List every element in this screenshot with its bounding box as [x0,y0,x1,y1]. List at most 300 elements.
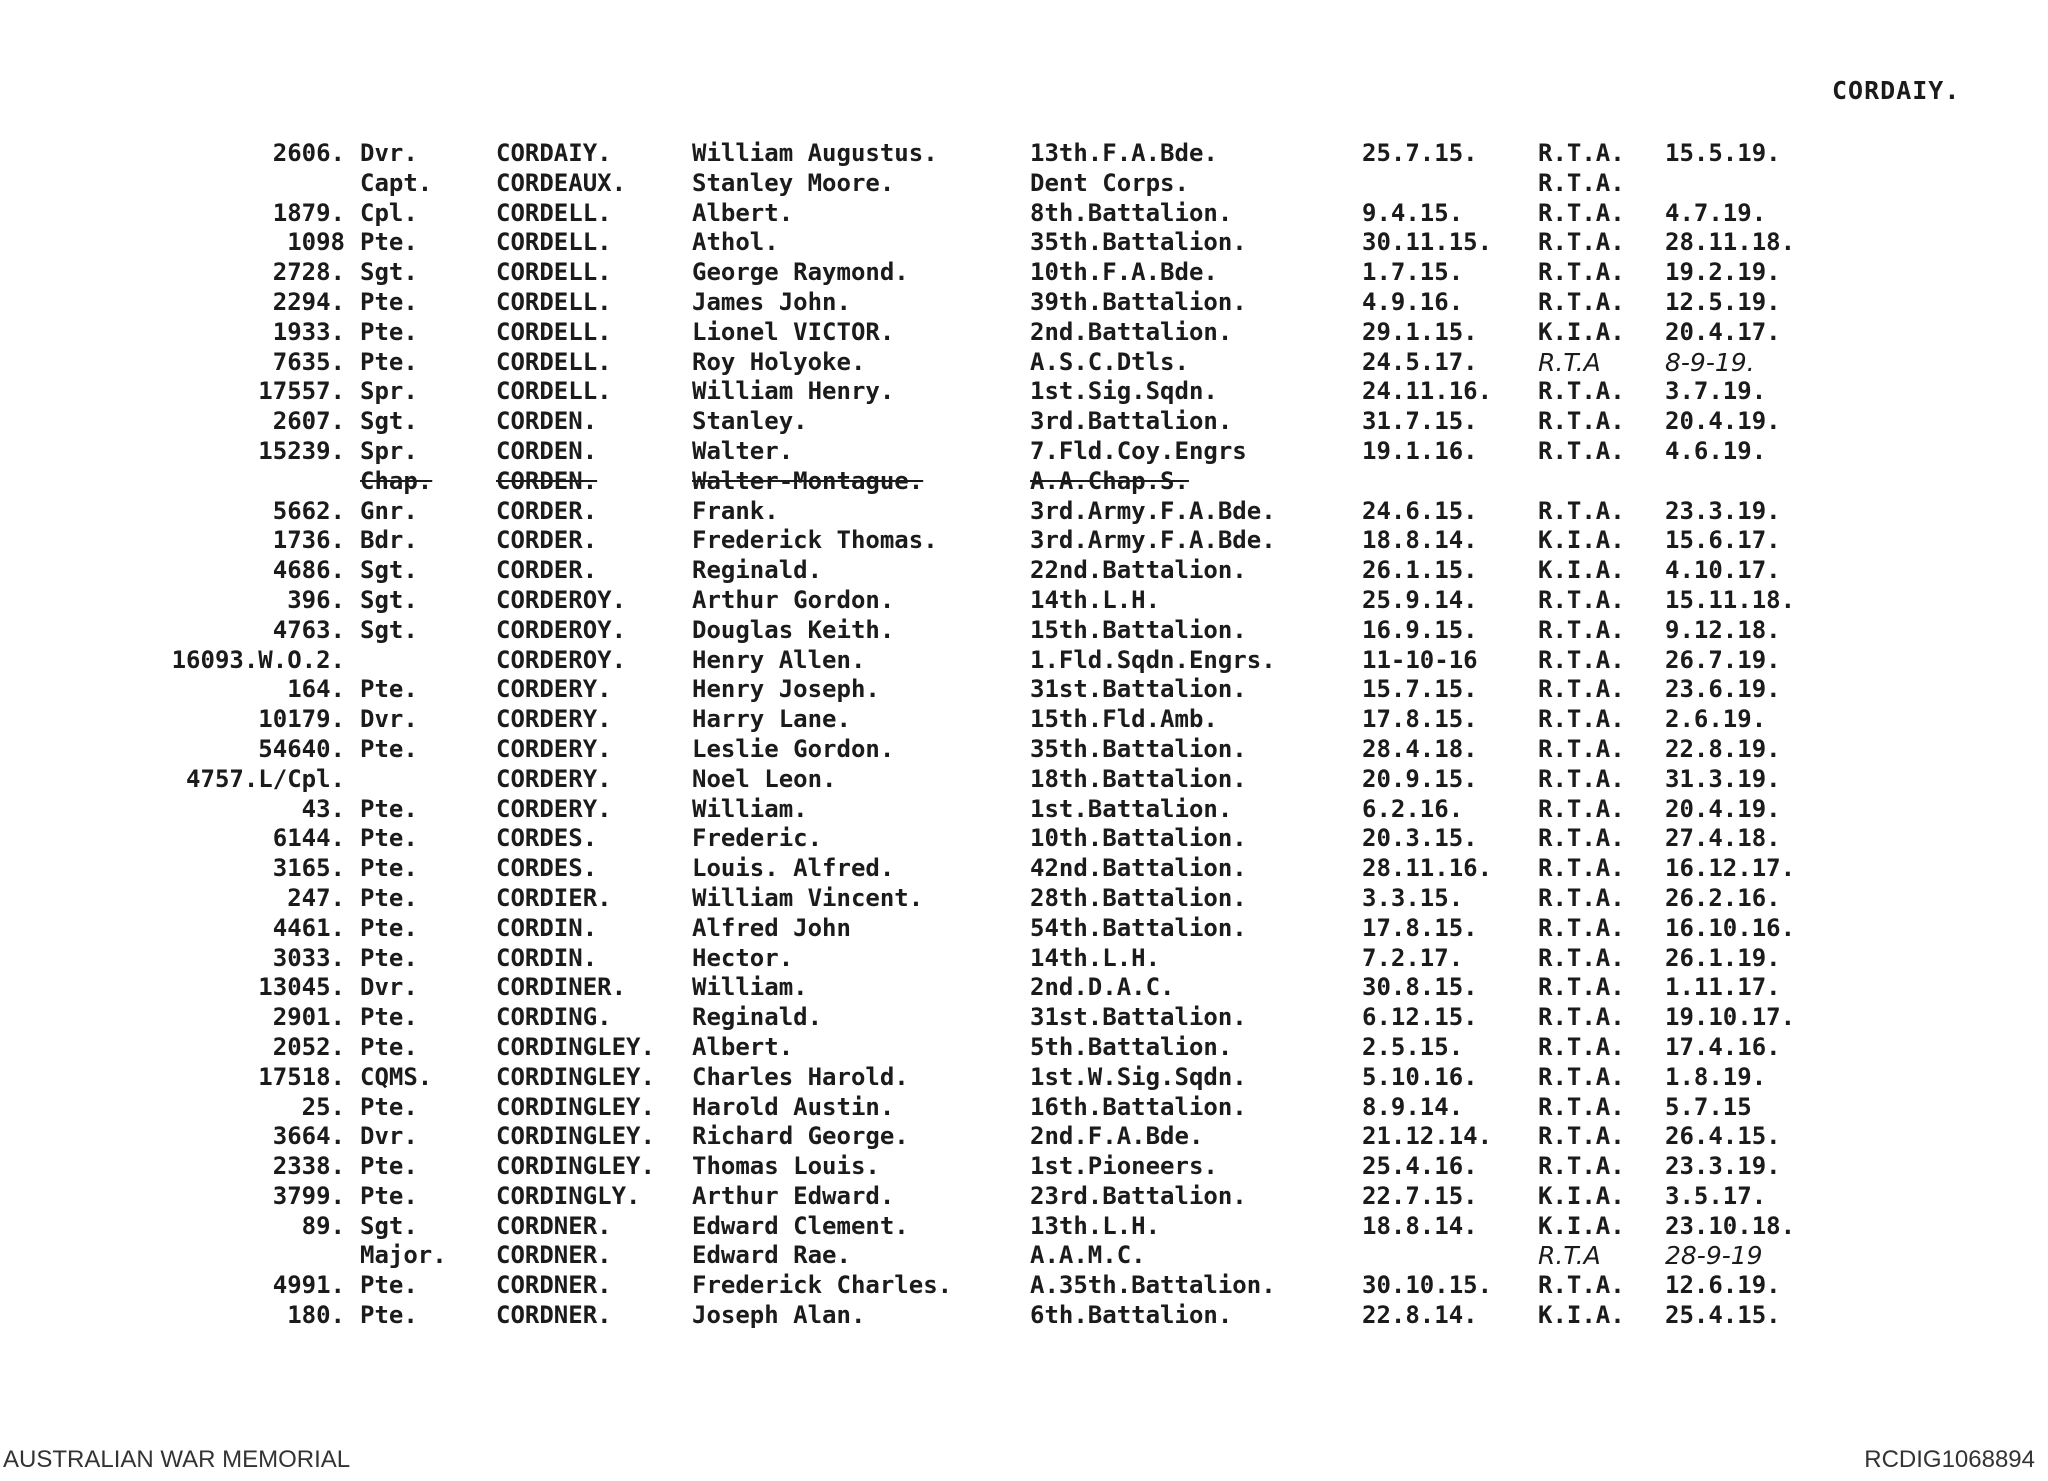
rank: Pte. [360,1092,418,1121]
given-names: Roy Holyoke. [692,347,866,376]
given-names: Athol. [692,228,779,257]
fate: R.T.A. [1538,1122,1625,1151]
surname: CORDEN. [496,466,598,495]
unit: 28th.Battalion. [1030,883,1247,912]
unit: 1st.W.Sig.Sqdn. [1030,1062,1247,1091]
fate: R.T.A. [1538,1152,1625,1181]
service-number: 3033. [272,943,345,972]
unit: 2nd.F.A.Bde. [1030,1122,1204,1151]
service-number: 4686. [272,556,345,585]
unit: 1st.Sig.Sqdn. [1030,377,1218,406]
surname: CORDELL. [496,347,612,376]
given-names: James John. [692,287,851,316]
roll-entry [0,407,2048,437]
fate-date: 23.3.19. [1665,1152,1781,1181]
fate: R.T.A. [1538,824,1625,853]
given-names: Henry Allen. [692,645,866,674]
unit: 35th.Battalion. [1030,228,1247,257]
surname: CORDNER. [496,1241,612,1270]
fate: R.T.A. [1538,1271,1625,1300]
fate: K.I.A. [1538,317,1625,346]
rank: Pte. [360,1003,418,1032]
given-names: Frederic. [692,824,823,853]
roll-entry [0,497,2048,527]
fate: R.T.A. [1538,734,1625,763]
enlistment-date: 20.9.15. [1362,764,1478,793]
rank: Pte. [360,1271,418,1300]
unit: 1.Fld.Sqdn.Engrs. [1030,645,1276,674]
unit: 2nd.D.A.C. [1030,973,1175,1002]
surname: CORDINER. [496,973,627,1002]
service-number: 180. [287,1301,345,1330]
roll-entry [0,824,2048,854]
fate: R.T.A. [1538,854,1625,883]
nominal-roll [0,139,2048,1331]
surname: CORDIER. [496,883,612,912]
fate-date: 26.1.19. [1665,943,1781,972]
roll-entry [0,944,2048,974]
service-number: 3799. [272,1181,345,1210]
fate-date: 23.3.19. [1665,496,1781,525]
fate: R.T.A. [1538,1003,1625,1032]
given-names: Douglas Keith. [692,615,895,644]
given-names: Richard George. [692,1122,909,1151]
service-number: 6144. [272,824,345,853]
enlistment-date: 22.8.14. [1362,1301,1478,1330]
rank: Gnr. [360,496,418,525]
rank: Dvr. [360,139,418,167]
service-number: 5662. [272,496,345,525]
unit: A.S.C.Dtls. [1030,347,1189,376]
surname: CORDELL. [496,258,612,287]
unit: 54th.Battalion. [1030,913,1247,942]
roll-entry [0,973,2048,1003]
roll-entry [0,884,2048,914]
fate-date: 28.11.18. [1665,228,1796,257]
fate: R.T.A. [1538,198,1625,227]
fate-date: 26.2.16. [1665,883,1781,912]
roll-entry [0,348,2048,378]
fate: K.I.A. [1538,1211,1625,1240]
roll-entry [0,854,2048,884]
surname: CORDEROY. [496,585,627,614]
rank: Sgt. [360,1211,418,1240]
unit: A.A.Chap.S. [1030,466,1189,495]
unit: A.A.M.C. [1030,1241,1146,1270]
given-names: William Vincent. [692,883,924,912]
service-number: 1098 [287,228,345,257]
fate-date: 4.10.17. [1665,556,1781,585]
enlistment-date: 5.10.16. [1362,1062,1478,1091]
fate: R.T.A. [1538,436,1625,465]
fate: R.T.A. [1538,1032,1625,1061]
given-names: William Augustus. [692,139,938,167]
surname: CORDINGLEY. [496,1152,655,1181]
enlistment-date: 28.4.18. [1362,734,1478,763]
fate-date: 26.4.15. [1665,1122,1781,1151]
enlistment-date: 30.10.15. [1362,1271,1493,1300]
given-names: Walter-Montague. [692,466,924,495]
enlistment-date: 29.1.15. [1362,317,1478,346]
surname: CORDERY. [496,675,612,704]
enlistment-date: 25.7.15. [1362,139,1478,167]
service-number: 4763. [272,615,345,644]
surname: CORDELL. [496,228,612,257]
service-number: 7635. [272,347,345,376]
enlistment-date: 11-10-16 [1362,645,1478,674]
roll-entry [0,616,2048,646]
enlistment-date: 3.3.15. [1362,883,1464,912]
surname: CORDIN. [496,943,598,972]
fate: R.T.A. [1538,1062,1625,1091]
given-names: Albert. [692,198,794,227]
surname: CORDERY. [496,734,612,763]
enlistment-date: 4.9.16. [1362,287,1464,316]
fate: R.T.A. [1538,228,1625,257]
fate-date: 26.7.19. [1665,645,1781,674]
enlistment-date: 2.5.15. [1362,1032,1464,1061]
unit: 35th.Battalion. [1030,734,1247,763]
fate-date: 31.3.19. [1665,764,1781,793]
given-names: William. [692,794,808,823]
rank: Pte. [360,675,418,704]
service-number: 2901. [272,1003,345,1032]
fate: K.I.A. [1538,556,1625,585]
given-names: Stanley Moore. [692,168,895,197]
surname: CORDINGLEY. [496,1062,655,1091]
rank: Spr. [360,377,418,406]
surname: CORDER. [496,526,598,555]
surname: CORDES. [496,824,598,853]
unit: 14th.L.H. [1030,943,1161,972]
service-number: 17518. [258,1062,345,1091]
fate-date: 3.5.17. [1665,1181,1767,1210]
service-number: 13045. [258,973,345,1002]
enlistment-date: 31.7.15. [1362,407,1478,436]
enlistment-date: 20.3.15. [1362,824,1478,853]
fate-date: 22.8.19. [1665,734,1781,763]
given-names: Walter. [692,436,794,465]
fate-date: 1.11.17. [1665,973,1781,1002]
roll-entry [0,258,2048,288]
rank: Sgt. [360,585,418,614]
fate: R.T.A. [1538,973,1625,1002]
rank: Sgt. [360,407,418,436]
fate-date: 17.4.16. [1665,1032,1781,1061]
fate: R.T.A. [1538,407,1625,436]
fate-date: 5.7.15 [1665,1092,1752,1121]
unit: A.35th.Battalion. [1030,1271,1276,1300]
given-names: Edward Clement. [692,1211,909,1240]
fate-date: 2.6.19. [1665,705,1767,734]
rank: Dvr. [360,973,418,1002]
rank: Sgt. [360,556,418,585]
roll-entry [0,288,2048,318]
roll-entry [0,795,2048,825]
rank: Major. [360,1241,447,1270]
enlistment-date: 19.1.16. [1362,436,1478,465]
unit: 10th.F.A.Bde. [1030,258,1218,287]
service-number: 4757.L/Cpl. [186,764,345,793]
unit: 22nd.Battalion. [1030,556,1247,585]
surname: CORDNER. [496,1301,612,1330]
surname: CORDINGLEY. [496,1032,655,1061]
roll-entry [0,735,2048,765]
service-number: 2606. [272,139,345,167]
unit: 15th.Fld.Amb. [1030,705,1218,734]
service-number: 247. [287,883,345,912]
rank: Pte. [360,854,418,883]
enlistment-date: 25.4.16. [1362,1152,1478,1181]
service-number: 3165. [272,854,345,883]
unit: 23rd.Battalion. [1030,1181,1247,1210]
fate-date: 1.8.19. [1665,1062,1767,1091]
surname: CORDIN. [496,913,598,942]
roll-entry [0,1301,2048,1331]
fate: R.T.A. [1538,258,1625,287]
unit: 7.Fld.Coy.Engrs [1030,436,1247,465]
roll-entry [0,765,2048,795]
surname: CORDNER. [496,1271,612,1300]
unit: 6th.Battalion. [1030,1301,1233,1330]
roll-entry [0,318,2048,348]
service-number: 1736. [272,526,345,555]
fate: R.T.A [1538,1241,1601,1271]
roll-entry [0,169,2048,199]
enlistment-date: 22.7.15. [1362,1181,1478,1210]
service-number: 16093.W.O.2. [171,645,345,674]
rank: Pte. [360,1301,418,1330]
enlistment-date: 6.2.16. [1362,794,1464,823]
surname: CORDEROY. [496,645,627,674]
fate-date: 12.5.19. [1665,287,1781,316]
surname: CORDES. [496,854,598,883]
enlistment-date: 6.12.15. [1362,1003,1478,1032]
fate: R.T.A. [1538,496,1625,525]
rank: Pte. [360,317,418,346]
service-number: 89. [301,1211,345,1240]
given-names: Edward Rae. [692,1241,851,1270]
fate-date: 16.10.16. [1665,913,1796,942]
unit: 14th.L.H. [1030,585,1161,614]
fate-date: 15.5.19. [1665,139,1781,167]
fate-date: 12.6.19. [1665,1271,1781,1300]
service-number: 15239. [258,436,345,465]
fate-date: 8-9-19. [1665,347,1755,377]
rank: Sgt. [360,258,418,287]
surname: CORDINGLEY. [496,1092,655,1121]
given-names: Arthur Edward. [692,1181,895,1210]
enlistment-date: 28.11.16. [1362,854,1493,883]
service-number: 2728. [272,258,345,287]
enlistment-date: 24.11.16. [1362,377,1493,406]
rank: Pte. [360,824,418,853]
given-names: Henry Joseph. [692,675,880,704]
unit: 13th.L.H. [1030,1211,1161,1240]
fate: K.I.A. [1538,1181,1625,1210]
fate: R.T.A. [1538,794,1625,823]
service-number: 10179. [258,705,345,734]
enlistment-date: 18.8.14. [1362,526,1478,555]
service-number: 3664. [272,1122,345,1151]
fate-date: 23.6.19. [1665,675,1781,704]
unit: 13th.F.A.Bde. [1030,139,1218,167]
roll-entry [0,1241,2048,1271]
surname: CORDERY. [496,794,612,823]
fate-date: 15.11.18. [1665,585,1796,614]
fate: K.I.A. [1538,1301,1625,1330]
enlistment-date: 8.9.14. [1362,1092,1464,1121]
fate-date: 20.4.17. [1665,317,1781,346]
roll-entry [0,1212,2048,1242]
fate-date: 23.10.18. [1665,1211,1796,1240]
roll-entry [0,1003,2048,1033]
rank: Dvr. [360,1122,418,1151]
unit: 16th.Battalion. [1030,1092,1247,1121]
enlistment-date: 7.2.17. [1362,943,1464,972]
roll-entry [0,437,2048,467]
enlistment-date: 9.4.15. [1362,198,1464,227]
unit: 39th.Battalion. [1030,287,1247,316]
service-number: 396. [287,585,345,614]
enlistment-date: 24.6.15. [1362,496,1478,525]
fate-date: 28-9-19 [1665,1241,1763,1271]
rank: Pte. [360,1032,418,1061]
service-number: 2052. [272,1032,345,1061]
fate-date: 15.6.17. [1665,526,1781,555]
unit: 3rd.Army.F.A.Bde. [1030,526,1276,555]
archive-credit: AUSTRALIAN WAR MEMORIAL [3,1446,351,1473]
service-number: 1879. [272,198,345,227]
roll-entry [0,1033,2048,1063]
unit: 31st.Battalion. [1030,1003,1247,1032]
rank: Cpl. [360,198,418,227]
given-names: Noel Leon. [692,764,837,793]
enlistment-date: 26.1.15. [1362,556,1478,585]
given-names: Arthur Gordon. [692,585,895,614]
fate-date: 4.6.19. [1665,436,1767,465]
given-names: Hector. [692,943,794,972]
roll-entry [0,586,2048,616]
surname: CORDINGLY. [496,1181,641,1210]
rank: Capt. [360,168,433,197]
unit: 15th.Battalion. [1030,615,1247,644]
fate: R.T.A. [1538,943,1625,972]
surname: CORDELL. [496,287,612,316]
surname: CORDELL. [496,198,612,227]
service-number: 43. [301,794,345,823]
service-number: 25. [301,1092,345,1121]
service-number: 164. [287,675,345,704]
roll-entry [0,675,2048,705]
surname: CORDELL. [496,377,612,406]
given-names: Reginald. [692,556,823,585]
enlistment-date: 25.9.14. [1362,585,1478,614]
fate-date: 4.7.19. [1665,198,1767,227]
given-names: Charles Harold. [692,1062,909,1091]
enlistment-date: 24.5.17. [1362,347,1478,376]
rank: Pte. [360,913,418,942]
enlistment-date: 21.12.14. [1362,1122,1493,1151]
fate-date: 19.2.19. [1665,258,1781,287]
fate: R.T.A. [1538,645,1625,674]
unit: 5th.Battalion. [1030,1032,1233,1061]
fate: R.T.A. [1538,1092,1625,1121]
fate: R.T.A. [1538,764,1625,793]
given-names: Alfred John [692,913,851,942]
service-number: 2607. [272,407,345,436]
surname: CORDAIY. [496,139,612,167]
enlistment-date: 16.9.15. [1362,615,1478,644]
roll-entry [0,1182,2048,1212]
enlistment-date: 17.8.15. [1362,705,1478,734]
fate-date: 27.4.18. [1665,824,1781,853]
surname: CORDER. [496,556,598,585]
fate-date: 19.10.17. [1665,1003,1796,1032]
roll-entry [0,1122,2048,1152]
fate: K.I.A. [1538,526,1625,555]
unit: 3rd.Battalion. [1030,407,1233,436]
fate: R.T.A. [1538,139,1625,167]
given-names: Thomas Louis. [692,1152,880,1181]
fate: R.T.A. [1538,615,1625,644]
archive-reference: RCDIG1068894 [1864,1446,2035,1473]
service-number: 4461. [272,913,345,942]
roll-entry [0,1152,2048,1182]
roll-entry [0,1271,2048,1301]
roll-entry [0,1063,2048,1093]
given-names: Harry Lane. [692,705,851,734]
roll-entry [0,1093,2048,1123]
rank: Pte. [360,734,418,763]
rank: CQMS. [360,1062,433,1091]
unit: Dent Corps. [1030,168,1189,197]
unit: 1st.Pioneers. [1030,1152,1218,1181]
given-names: Harold Austin. [692,1092,895,1121]
roll-entry [0,467,2048,497]
fate: R.T.A. [1538,585,1625,614]
page-heading: CORDAIY. [1832,76,1961,105]
fate: R.T.A. [1538,913,1625,942]
fate: R.T.A. [1538,883,1625,912]
given-names: Joseph Alan. [692,1301,866,1330]
surname: CORDNER. [496,1211,612,1240]
rank: Pte. [360,287,418,316]
rank: Chap. [360,466,433,495]
rank: Bdr. [360,526,418,555]
fate-date: 25.4.15. [1665,1301,1781,1330]
fate-date: 9.12.18. [1665,615,1781,644]
fate: R.T.A. [1538,287,1625,316]
roll-entry [0,377,2048,407]
rank: Pte. [360,883,418,912]
enlistment-date: 15.7.15. [1362,675,1478,704]
enlistment-date: 30.11.15. [1362,228,1493,257]
rank: Pte. [360,347,418,376]
given-names: George Raymond. [692,258,909,287]
unit: 10th.Battalion. [1030,824,1247,853]
unit: 42nd.Battalion. [1030,854,1247,883]
unit: 3rd.Army.F.A.Bde. [1030,496,1276,525]
fate: R.T.A. [1538,675,1625,704]
unit: 2nd.Battalion. [1030,317,1233,346]
service-number: 54640. [258,734,345,763]
rank: Pte. [360,794,418,823]
fate-date: 16.12.17. [1665,854,1796,883]
given-names: Leslie Gordon. [692,734,895,763]
rank: Sgt. [360,615,418,644]
unit: 8th.Battalion. [1030,198,1233,227]
